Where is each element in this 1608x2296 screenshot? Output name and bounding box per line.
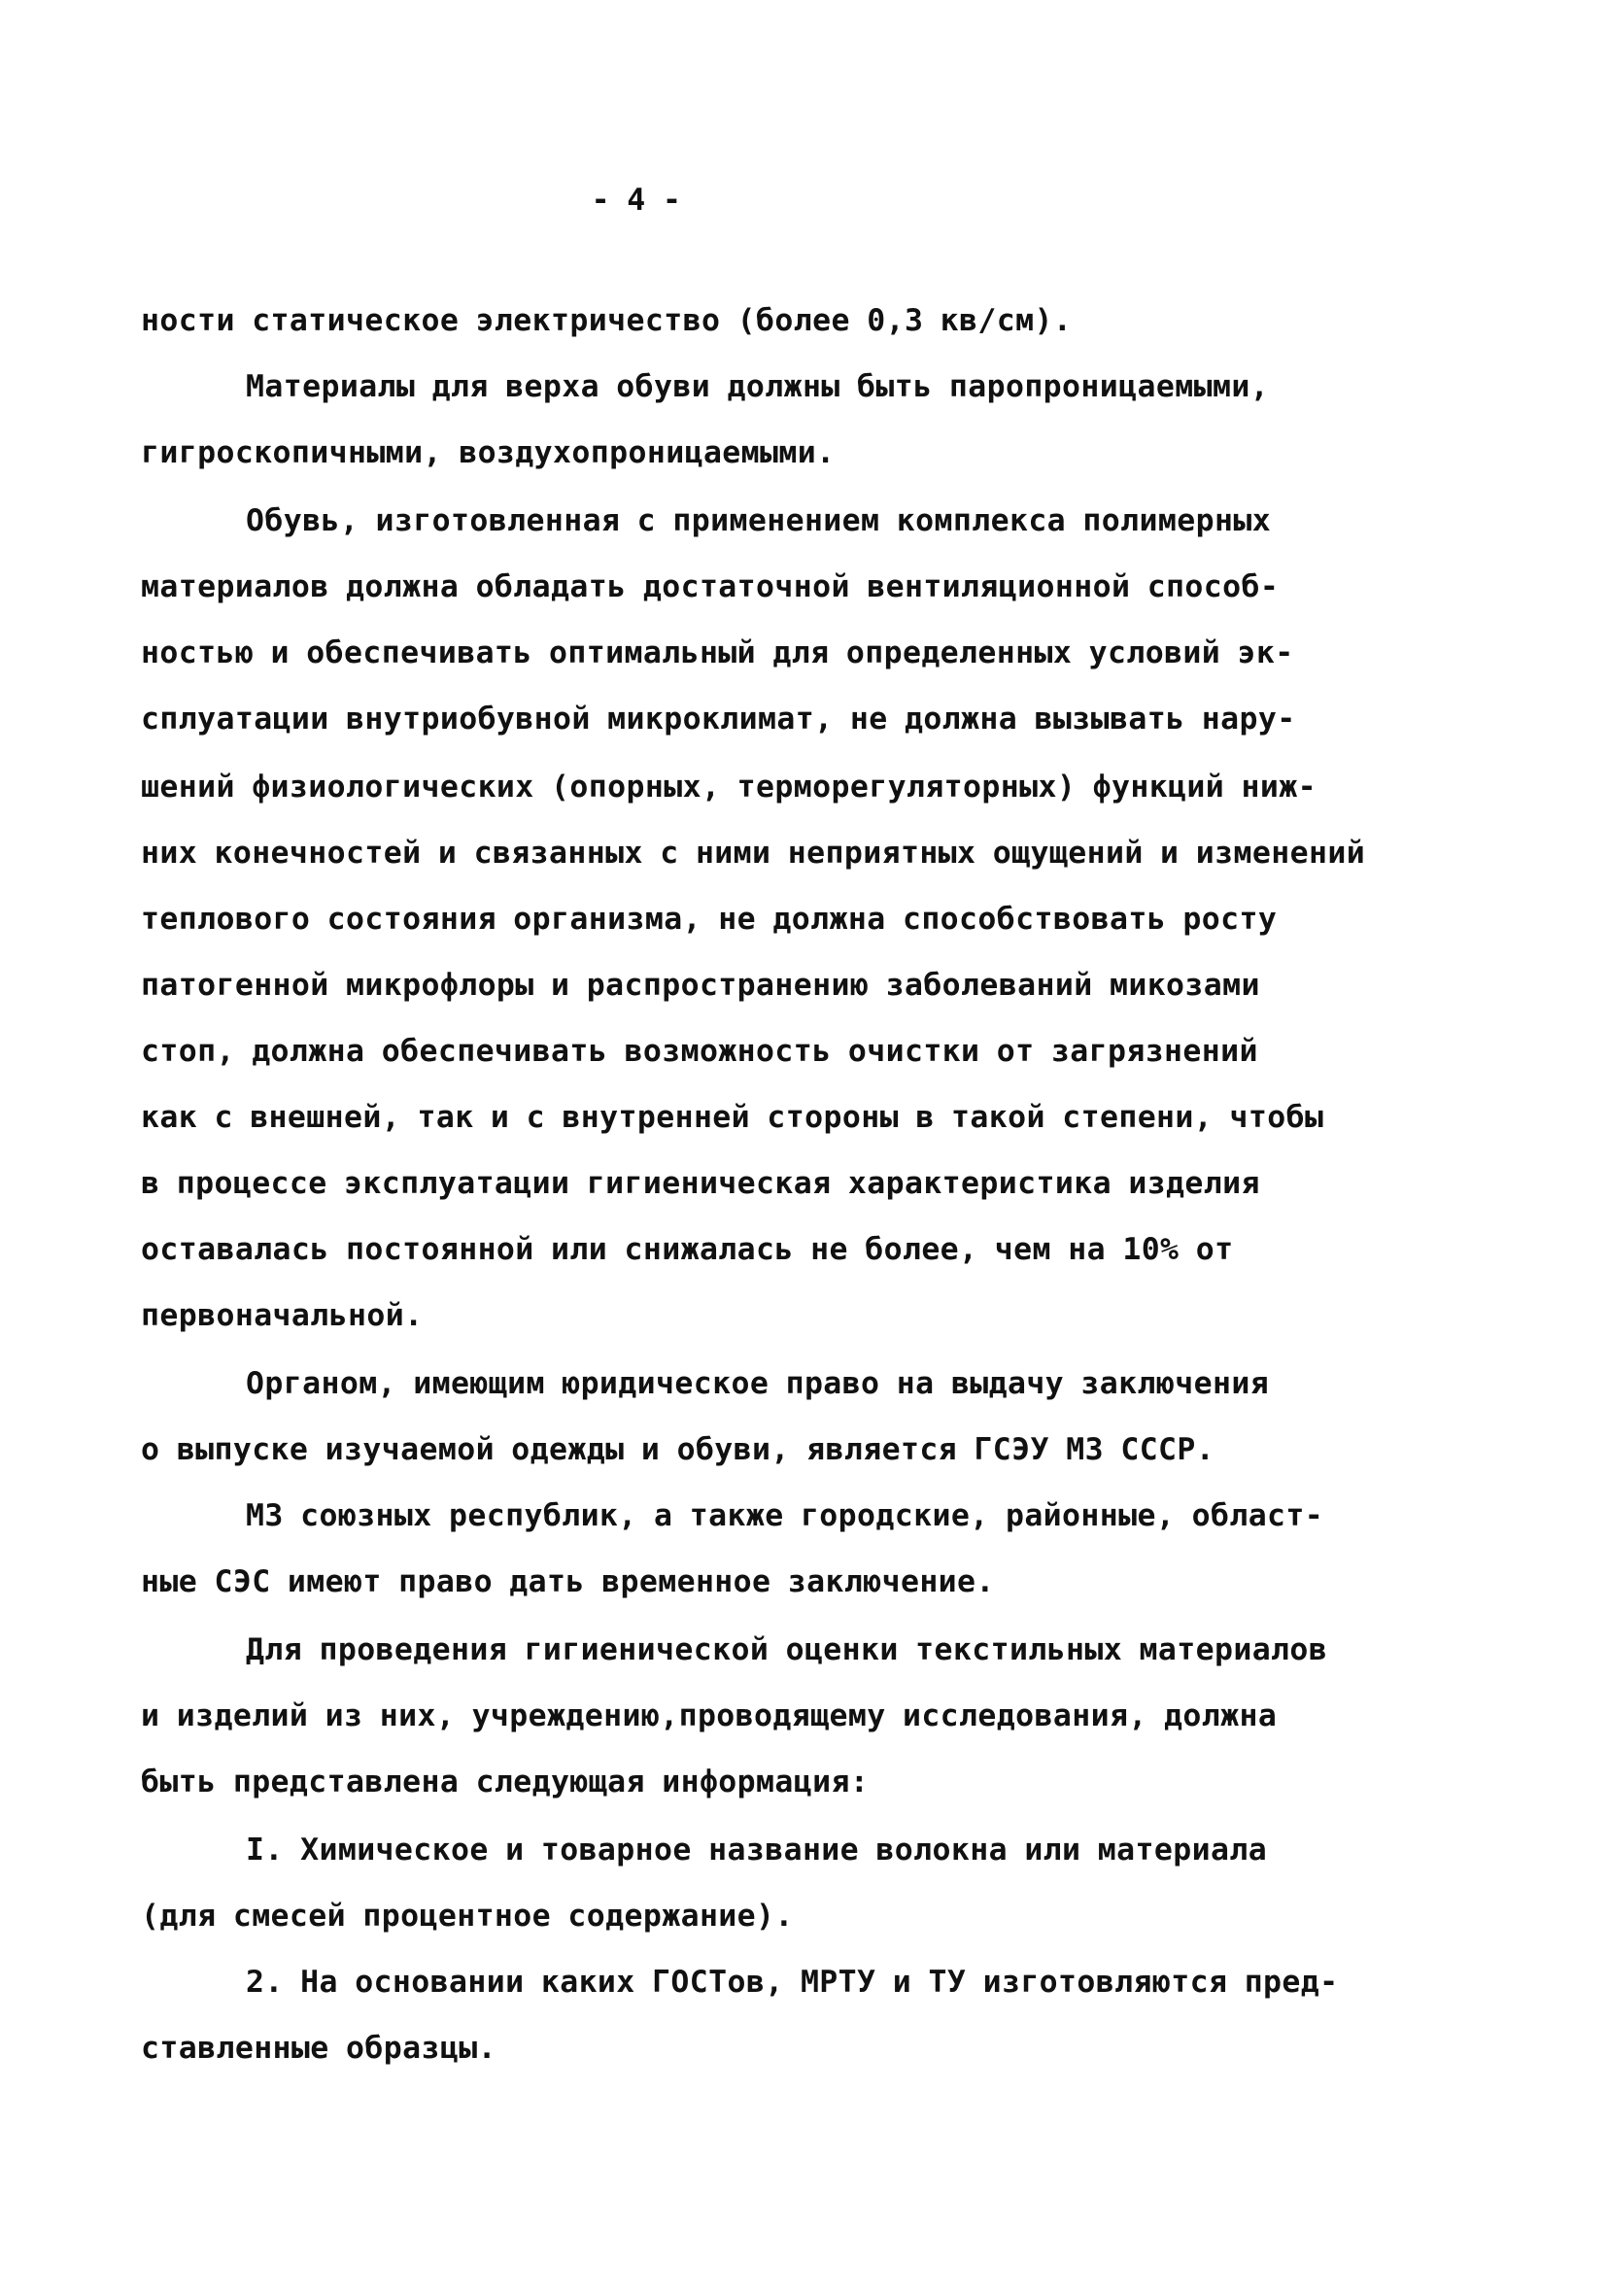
text-line: материалов должна обладать достаточной вентиляционной способ- bbox=[141, 569, 1280, 604]
text-line: Материалы для верха обуви должны быть паропроницаемыми, bbox=[246, 369, 1270, 404]
text-line: 2. На основании каких ГОСТов, МРТУ и ТУ изготовляются пред- bbox=[246, 1965, 1339, 2000]
text-line: Органом, имеющим юридическое право на выдачу заключения bbox=[246, 1366, 1270, 1401]
text-line: теплового состояния организма, не должна способствовать росту bbox=[141, 902, 1278, 937]
text-line: патогенной микрофлоры и распространению заболеваний микозами bbox=[141, 968, 1260, 1003]
text-line: первоначальной. bbox=[141, 1298, 424, 1333]
text-line: ные СЭС имеют право дать временное заключение. bbox=[141, 1564, 995, 1599]
text-line: как с внешней, так и с внутренней стороны в такой степени, чтобы bbox=[141, 1100, 1324, 1135]
text-line: МЗ союзных республик, а также городские, районные, област- bbox=[246, 1498, 1324, 1533]
text-line: сплуатации внутриобувной микроклимат, не должна вызывать нару- bbox=[141, 702, 1296, 737]
text-line: стоп, должна обеспечивать возможность очистки от загрязнений bbox=[141, 1034, 1258, 1069]
text-line: и изделий из них, учреждению,проводящему исследования, должна bbox=[141, 1698, 1278, 1733]
text-line: ностью и обеспечивать оптимальный для определенных условий эк- bbox=[141, 635, 1294, 670]
text-line: Для проведения гигиенической оценки текстильных материалов bbox=[246, 1632, 1328, 1667]
text-line: быть представлена следующая информация: bbox=[141, 1765, 870, 1799]
text-line: гигроскопичными, воздухопроницаемыми. bbox=[141, 435, 836, 470]
page-number: - 4 - bbox=[591, 183, 682, 218]
text-line: I. Химическое и товарное название волокна или материала bbox=[246, 1833, 1268, 1868]
text-line: о выпуске изучаемой одежды и обуви, является ГСЭУ МЗ СССР. bbox=[141, 1432, 1215, 1467]
text-line: в процессе эксплуатации гигиеническая характеристика изделия bbox=[141, 1166, 1260, 1201]
text-line: Обувь, изготовленная с применением комплекса полимерных bbox=[246, 503, 1272, 538]
text-line: ности статическое электричество (более 0,3 кв/см). bbox=[141, 303, 1073, 338]
text-line: (для смесей процентное содержание). bbox=[141, 1899, 794, 1934]
text-line: оставалась постоянной или снижалась не более, чем на 10% от bbox=[141, 1232, 1234, 1267]
text-line: ставленные образцы. bbox=[141, 2031, 496, 2066]
text-line: шений физиологических (опорных, терморегуляторных) функций ниж- bbox=[141, 770, 1317, 805]
text-line: них конечностей и связанных с ними неприятных ощущений и изменений bbox=[141, 836, 1366, 871]
